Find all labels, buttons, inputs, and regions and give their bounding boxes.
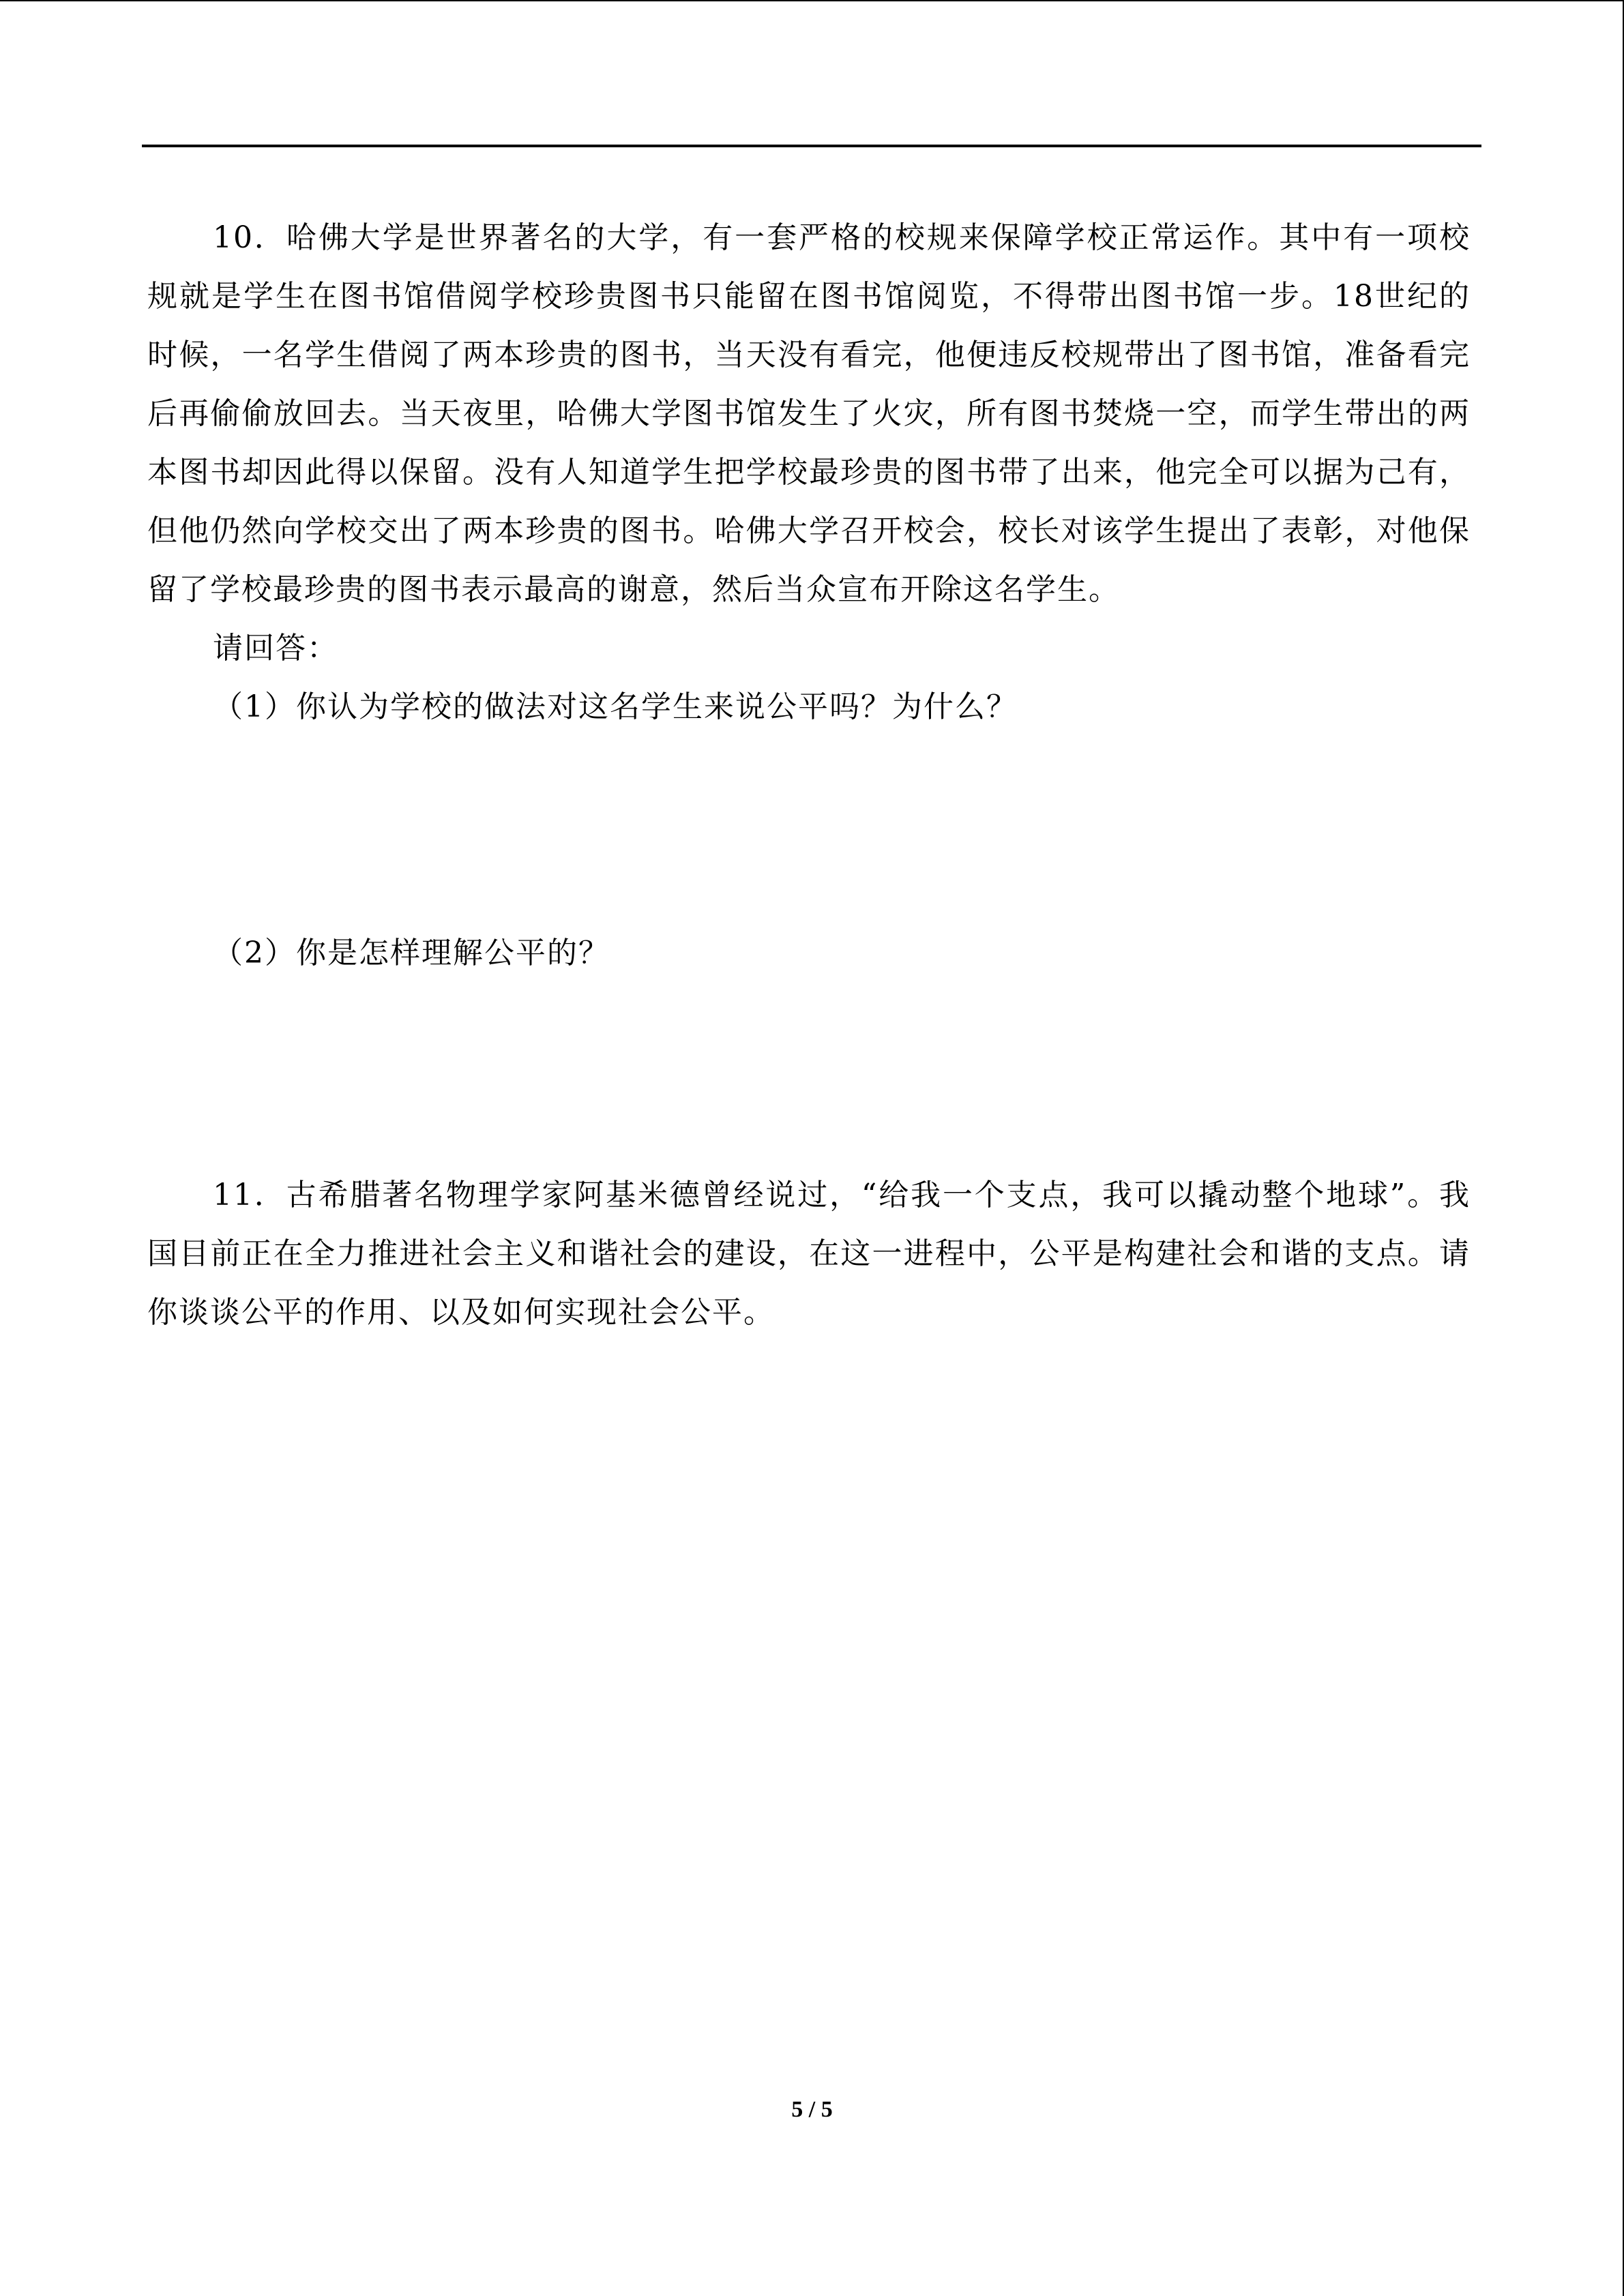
question-10 bbox=[147, 209, 1471, 736]
page-number: 5 / 5 bbox=[791, 2097, 833, 2122]
header-rule bbox=[142, 145, 1481, 147]
question-10-prompt: 请回答： bbox=[213, 631, 338, 666]
question-10-paragraph: 10．哈佛大学是世界著名的大学，有一套严格的校规来保障学校正常运作。其中有一项校规就是学生在图书馆借阅学校珍贵图书只能留在图书馆阅览，不得带出图书馆一步。18世纪的时候，一名学生借阅了两本珍贵的图书，当天没有看完，他便违反校规带出了图书馆，准备看完后再偷偷放回去。当天夜里，哈佛大学图书馆发生了火灾，所有图书焚烧一空，而学生带出的两本图书却因此得以保留。没有人知道学生把学校最珍贵的图书带了出来，他完全可以据为己有，但他仍然向学校交出了两本珍贵的图书。哈佛大学召开校会，校长对该学生提出了表彰，对他保留了学校最珍贵的图书表示最高的谢意，然后当众宣布开除这名学生。 bbox=[147, 220, 1471, 607]
question-10-sub-1: （1）你认为学校的做法对这名学生来说公平吗？为什么？ bbox=[213, 689, 1018, 724]
question-11 bbox=[147, 1166, 1471, 1342]
question-10-sub-2: （2）你是怎样理解公平的？ bbox=[213, 936, 610, 970]
question-11-paragraph: 11．古希腊著名物理学家阿基米德曾经说过，“给我一个支点，我可以撬动整个地球”。我国目前正在全力推进社会主义和谐社会的建设，在这一进程中，公平是构建社会和谐的支点。请你谈谈公平的作用、以及如何实现社会公平。 bbox=[147, 1178, 1471, 1330]
question-10-sub-2-block bbox=[147, 924, 1471, 983]
